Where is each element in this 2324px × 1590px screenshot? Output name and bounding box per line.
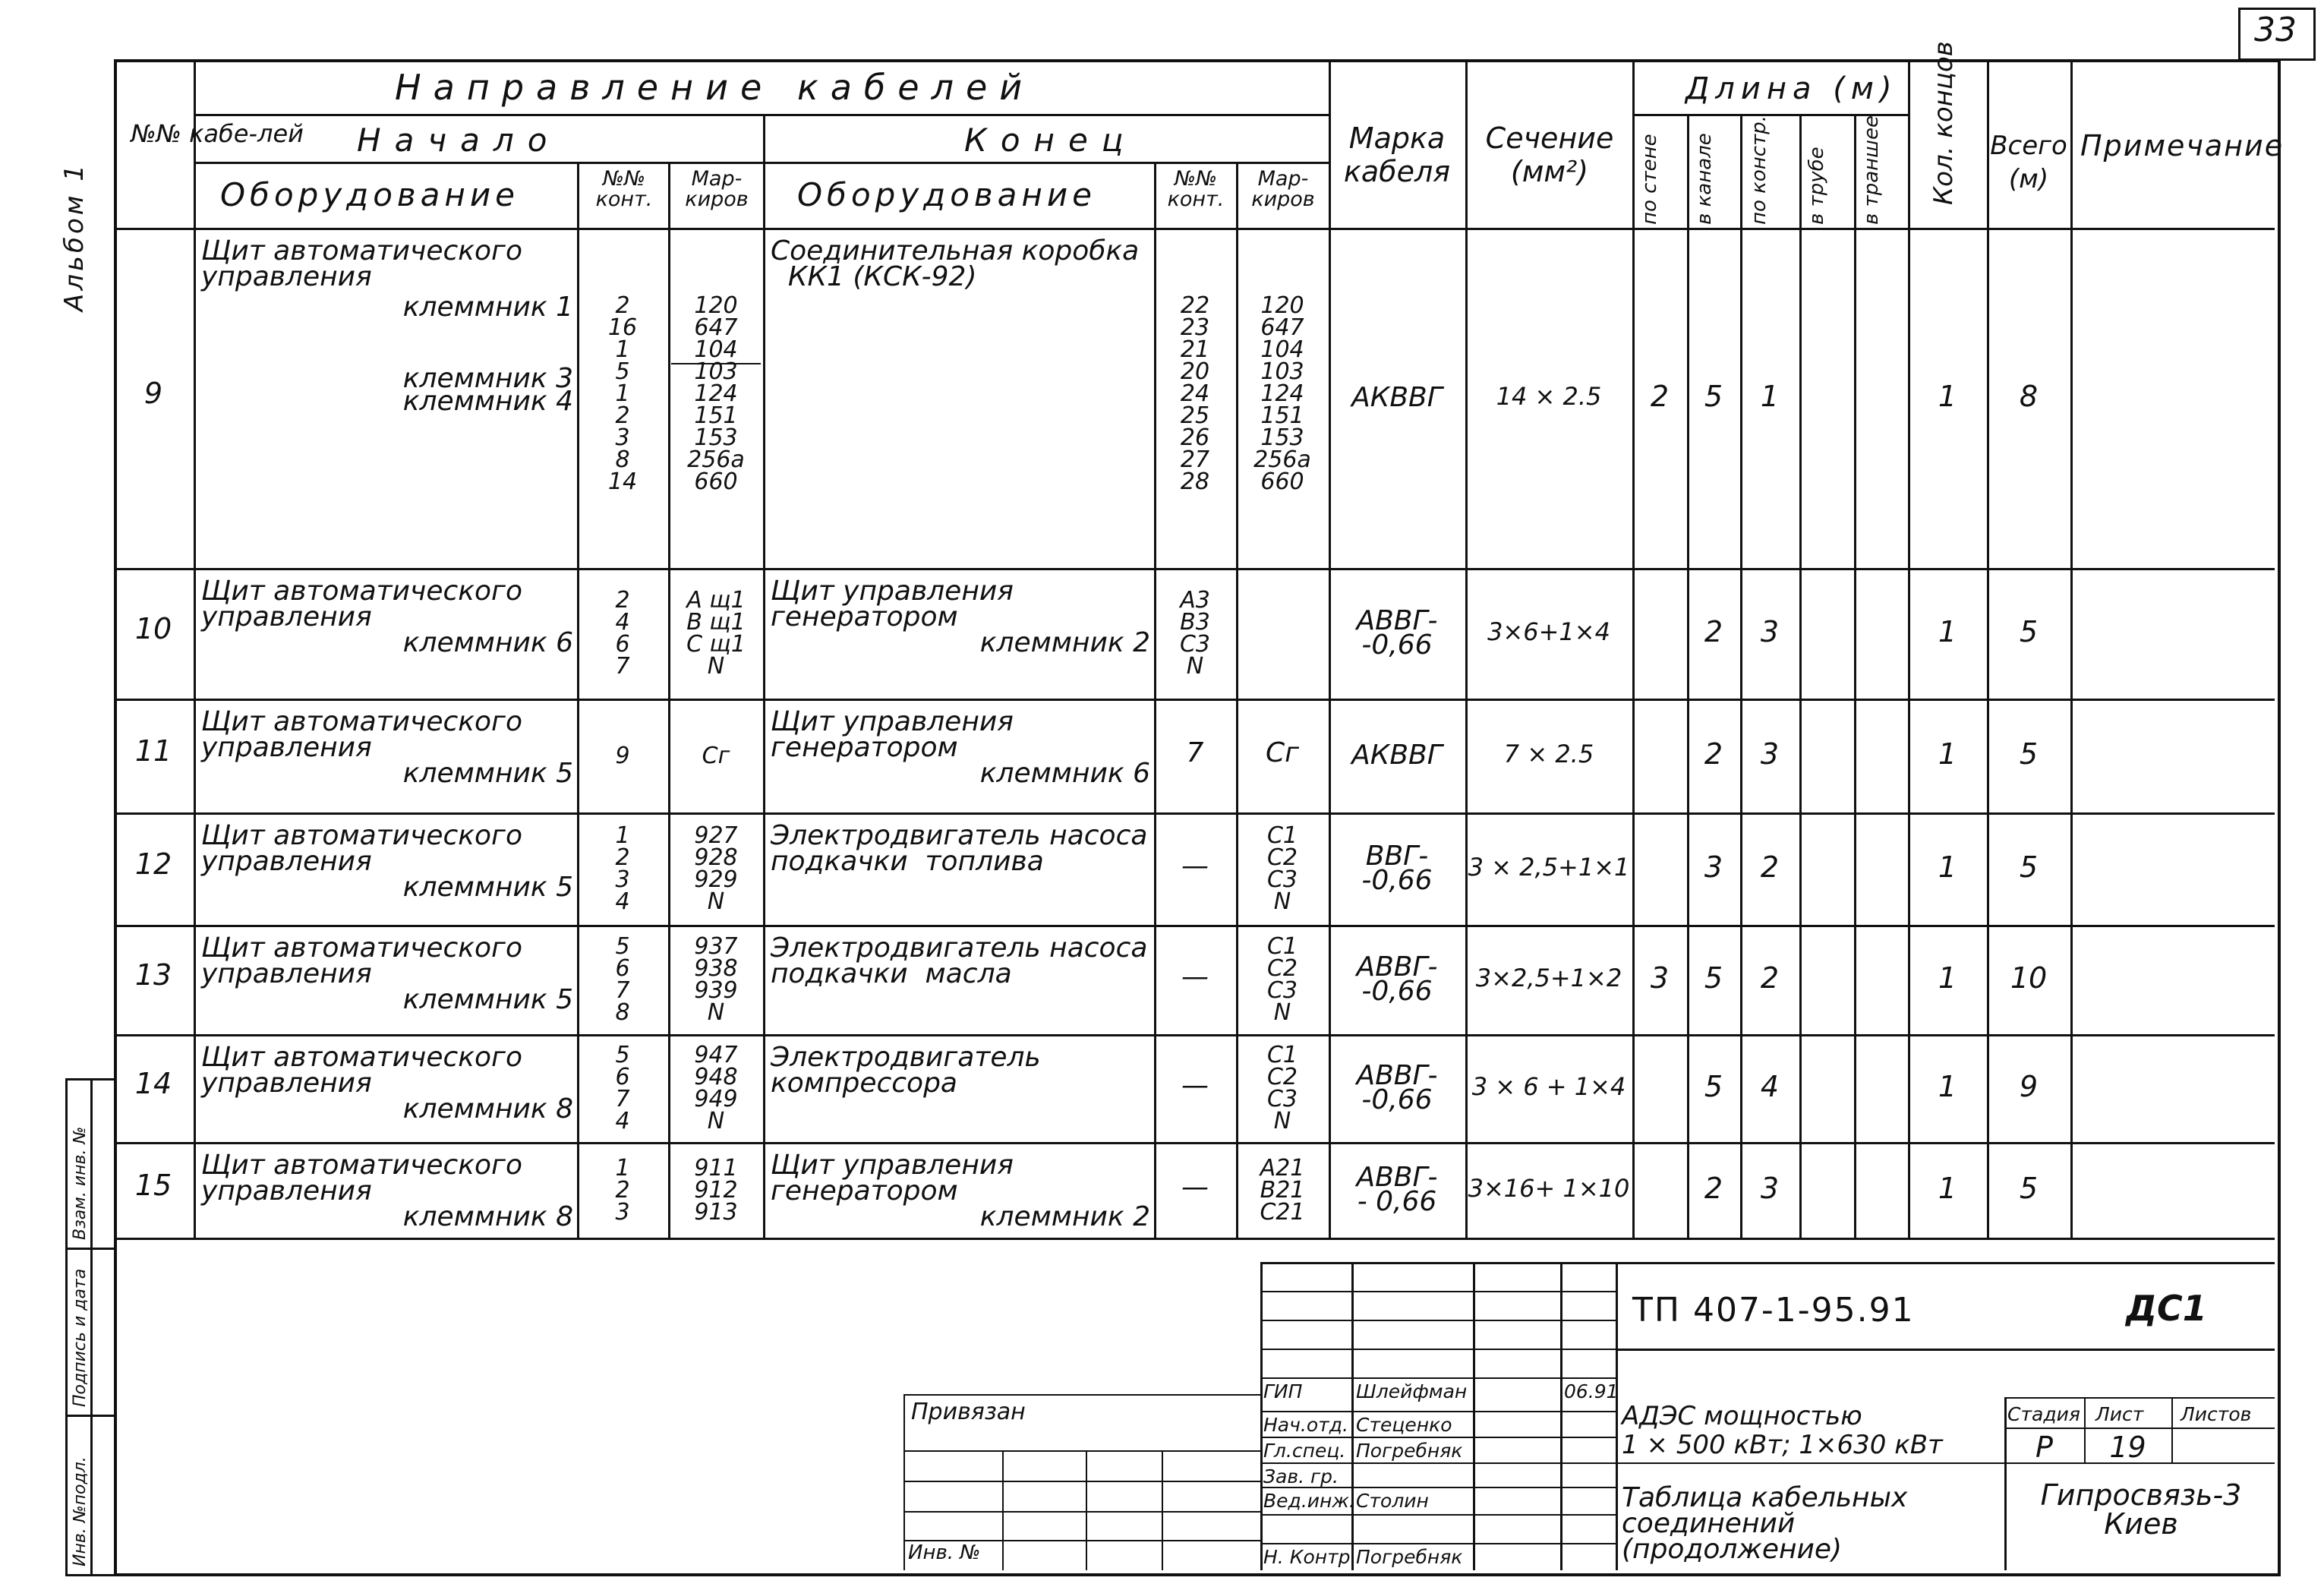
cable-brand: АВВГ- - 0,66 bbox=[1356, 1162, 1438, 1217]
start-markings: 947 948 949 N bbox=[694, 1042, 738, 1134]
header-cable-no: №№ кабе-лей bbox=[131, 119, 304, 148]
start-terminal-block: клеммник 6 bbox=[402, 627, 573, 658]
ends-count: 1 bbox=[1938, 1070, 1957, 1103]
ends-count: 1 bbox=[1938, 615, 1957, 648]
staff-role: ГИП bbox=[1263, 1380, 1303, 1402]
end-equipment: Электродвигатель насоса подкачки топлива bbox=[771, 820, 1148, 877]
header-section: Сечение (мм²) bbox=[1485, 121, 1614, 188]
end-terminal-block: клеммник 6 bbox=[979, 758, 1150, 789]
end-equipment: Щит управления генератором bbox=[771, 576, 1014, 633]
start-markings: 911 912 913 bbox=[694, 1154, 738, 1226]
total-length: 5 bbox=[2019, 737, 2039, 771]
staff-role: Вед.инж. bbox=[1263, 1490, 1355, 1512]
end-markings: 120 647 104 103 124 151 153 256а 660 bbox=[1253, 292, 1311, 495]
length-value: 5 bbox=[1704, 961, 1723, 995]
cable-number: 11 bbox=[134, 734, 172, 768]
end-equipment: Щит управления генератором bbox=[771, 1150, 1014, 1207]
end-equipment: Электродвигатель компрессора bbox=[771, 1042, 1041, 1099]
header-start-marking: Мар-киров bbox=[685, 167, 749, 211]
start-markings: 120 647 104 103 124 151 153 256а 660 bbox=[687, 292, 745, 495]
staff-name: Стеценко bbox=[1356, 1414, 1452, 1436]
start-markings: Сг bbox=[702, 742, 730, 769]
header-ends-count: Кол. концов bbox=[1928, 41, 1959, 205]
cable-brand: АКВВГ bbox=[1351, 740, 1443, 771]
length-value: 3 bbox=[1760, 615, 1780, 648]
header-len-pipe: в трубе bbox=[1805, 147, 1828, 225]
start-contacts: 1 2 3 4 bbox=[615, 822, 630, 915]
cable-number: 14 bbox=[134, 1067, 172, 1100]
length-value: 2 bbox=[1650, 380, 1670, 413]
header-start: Начало bbox=[357, 121, 561, 159]
cable-number: 12 bbox=[134, 847, 172, 881]
corner-sheet-number-text: 33 bbox=[2254, 11, 2297, 49]
staff-role: Гл.спец. bbox=[1263, 1440, 1346, 1462]
start-terminal-block: клеммник 5 bbox=[402, 872, 573, 903]
start-contacts: 2 4 6 7 bbox=[615, 587, 630, 680]
header-end: Конец bbox=[964, 121, 1137, 159]
end-contacts: 7 bbox=[1186, 737, 1204, 768]
start-contacts: 2 16 1 5 1 2 3 8 14 bbox=[607, 292, 638, 495]
length-value: 3 bbox=[1704, 850, 1723, 884]
length-value: 2 bbox=[1760, 850, 1780, 884]
total-length: 5 bbox=[2019, 850, 2039, 884]
ends-count: 1 bbox=[1938, 961, 1957, 995]
header-total: Всего (м) bbox=[1990, 131, 2067, 194]
start-equipment: Щит автоматического управления bbox=[201, 932, 522, 989]
end-contacts: — bbox=[1181, 961, 1209, 992]
cable-brand: АВВГ- -0,66 bbox=[1356, 605, 1438, 661]
cable-section: 3 × 6 + 1×4 bbox=[1471, 1072, 1626, 1101]
ends-count: 1 bbox=[1938, 850, 1957, 884]
end-equipment: Соединительная коробка КК1 (КСК-92) bbox=[771, 235, 1140, 292]
start-contacts: 9 bbox=[615, 742, 630, 769]
staff-name: Шлейфман bbox=[1356, 1380, 1468, 1402]
length-value: 5 bbox=[1704, 1070, 1723, 1103]
total-length: 10 bbox=[2010, 961, 2048, 995]
start-equipment: Щит автоматического управления bbox=[201, 820, 522, 877]
sheet-label: Лист bbox=[2095, 1403, 2144, 1425]
cable-section: 7 × 2.5 bbox=[1503, 740, 1594, 768]
header-end-marking: Мар-киров bbox=[1251, 167, 1315, 211]
cable-number: 13 bbox=[134, 958, 172, 992]
header-len-construction: по констр. bbox=[1748, 115, 1771, 225]
ends-count: 1 bbox=[1938, 1172, 1957, 1205]
length-value: 5 bbox=[1704, 380, 1723, 413]
cable-section: 3×6+1×4 bbox=[1487, 617, 1610, 646]
stage-label: Стадия bbox=[2007, 1403, 2080, 1425]
end-terminal-block: клеммник 2 bbox=[979, 627, 1150, 658]
cable-number: 9 bbox=[143, 377, 163, 410]
start-terminal-block: клеммник 8 bbox=[402, 1201, 573, 1232]
doc-code: ТП 407-1-95.91 bbox=[1632, 1291, 1915, 1330]
cable-brand: АВВГ- -0,66 bbox=[1356, 1060, 1438, 1115]
staff-role: Зав. гр. bbox=[1263, 1465, 1339, 1487]
header-end-contacts: №№ конт. bbox=[1167, 167, 1225, 211]
start-markings: 927 928 929 N bbox=[694, 822, 738, 915]
cable-section: 3×16+ 1×10 bbox=[1468, 1174, 1630, 1203]
end-markings: Сг bbox=[1265, 737, 1300, 768]
start-equipment: Щит автоматического управления bbox=[201, 235, 522, 292]
header-note: Примечание bbox=[2080, 129, 2285, 162]
sheets-label: Листов bbox=[2181, 1403, 2252, 1425]
start-markings: 937 938 939 N bbox=[694, 933, 738, 1026]
sheet-code: ДС1 bbox=[2126, 1288, 2207, 1329]
staff-name: Погребняк bbox=[1356, 1546, 1463, 1568]
length-value: 3 bbox=[1760, 737, 1780, 771]
total-length: 5 bbox=[2019, 615, 2039, 648]
start-terminal-block: клеммник 5 bbox=[402, 758, 573, 789]
length-value: 3 bbox=[1650, 961, 1670, 995]
cable-number: 15 bbox=[134, 1169, 172, 1202]
header-len-channel: в канале bbox=[1693, 133, 1716, 225]
end-contacts: А3 В3 С3 N bbox=[1179, 587, 1211, 680]
header-len-wall: по стене bbox=[1638, 134, 1661, 225]
total-length: 9 bbox=[2019, 1070, 2039, 1103]
end-equipment: Электродвигатель насоса подкачки масла bbox=[771, 932, 1148, 989]
end-terminal-block: клеммник 2 bbox=[979, 1201, 1150, 1232]
start-terminal-block: клеммник 8 bbox=[402, 1093, 573, 1125]
cable-section: 3×2,5+1×2 bbox=[1475, 964, 1622, 992]
length-value: 2 bbox=[1704, 1172, 1723, 1205]
organization: Гипросвязь-3 Киев bbox=[2040, 1478, 2242, 1541]
drawing-title: Таблица кабельных соединений (продолжение) bbox=[1622, 1482, 1908, 1565]
header-direction: Направление кабелей bbox=[395, 67, 1035, 108]
start-terminal-block: клеммник 5 bbox=[402, 984, 573, 1015]
header-start-contacts: №№ конт. bbox=[595, 167, 653, 211]
start-terminal-block: клеммник 1 bbox=[402, 292, 573, 323]
staff-date: 06.91 bbox=[1564, 1380, 1619, 1402]
header-len-trench: в траншее bbox=[1860, 115, 1883, 225]
start-terminal-block: клеммник 4 bbox=[402, 386, 573, 417]
end-markings: С1 С2 С3 N bbox=[1266, 1042, 1298, 1134]
length-value: 4 bbox=[1760, 1070, 1780, 1103]
staff-name: Столин bbox=[1356, 1490, 1429, 1512]
project-title: АДЭС мощностью 1 × 500 кВт; 1×630 кВт bbox=[1622, 1401, 1943, 1460]
staff-role: Н. Контр. bbox=[1263, 1546, 1357, 1568]
start-equipment: Щит автоматического управления bbox=[201, 576, 522, 633]
end-markings: С1 С2 С3 N bbox=[1266, 933, 1298, 1026]
end-contacts: 22 23 21 20 24 25 26 27 28 bbox=[1180, 292, 1210, 495]
total-length: 8 bbox=[2019, 380, 2039, 413]
end-contacts: — bbox=[1181, 1070, 1209, 1101]
stage-value: Р bbox=[2035, 1431, 2053, 1464]
staff-role: Нач.отд. bbox=[1263, 1414, 1348, 1436]
total-length: 5 bbox=[2019, 1172, 2039, 1205]
cable-brand: АВВГ- -0,66 bbox=[1356, 951, 1438, 1007]
left-stamp bbox=[65, 1078, 117, 1576]
start-contacts: 5 6 7 8 bbox=[615, 933, 630, 1026]
end-markings: А21 В21 С21 bbox=[1260, 1154, 1305, 1226]
start-markings: А щ1 В щ1 С щ1 N bbox=[686, 587, 746, 680]
stamp-replace-inv: Взам. инв. № bbox=[71, 1126, 90, 1240]
length-value: 3 bbox=[1760, 1172, 1780, 1205]
attached-label: Привязан bbox=[911, 1399, 1026, 1425]
start-equipment: Щит автоматического управления bbox=[201, 1150, 522, 1207]
cable-section: 14 × 2.5 bbox=[1496, 382, 1602, 411]
end-equipment: Щит управления генератором bbox=[771, 706, 1014, 763]
header-start-equipment: Оборудование bbox=[220, 176, 519, 213]
length-value: 2 bbox=[1760, 961, 1780, 995]
length-value: 1 bbox=[1760, 380, 1780, 413]
header-length: Длина (м) bbox=[1685, 71, 1898, 106]
start-contacts: 5 6 7 4 bbox=[615, 1042, 630, 1134]
start-equipment: Щит автоматического управления bbox=[201, 1042, 522, 1099]
cable-section: 3 × 2,5+1×1 bbox=[1468, 853, 1630, 882]
staff-name: Погребняк bbox=[1356, 1440, 1463, 1462]
album-label: Альбом 1 bbox=[59, 162, 90, 311]
cable-brand: ВВГ- -0,66 bbox=[1361, 841, 1433, 896]
stamp-signature-date: Подпись и дата bbox=[71, 1268, 90, 1407]
stamp-inv-original: Инв. №подл. bbox=[71, 1456, 90, 1566]
inventory-no-label: Инв. № bbox=[908, 1541, 981, 1564]
header-end-equipment: Оборудование bbox=[797, 176, 1096, 213]
sheet-value: 19 bbox=[2109, 1431, 2146, 1464]
length-value: 2 bbox=[1704, 615, 1723, 648]
end-markings: С1 С2 С3 N bbox=[1266, 822, 1298, 915]
ends-count: 1 bbox=[1938, 380, 1957, 413]
ends-count: 1 bbox=[1938, 737, 1957, 771]
cable-number: 10 bbox=[134, 612, 172, 645]
header-cable-brand: Марка кабеля bbox=[1343, 121, 1451, 188]
end-contacts: — bbox=[1181, 850, 1209, 882]
length-value: 2 bbox=[1704, 737, 1723, 771]
start-terminal-block: клеммник 3 bbox=[402, 363, 573, 394]
start-equipment: Щит автоматического управления bbox=[201, 706, 522, 763]
end-contacts: — bbox=[1181, 1172, 1209, 1203]
start-contacts: 1 2 3 bbox=[615, 1154, 630, 1226]
cable-brand: АКВВГ bbox=[1351, 382, 1443, 413]
